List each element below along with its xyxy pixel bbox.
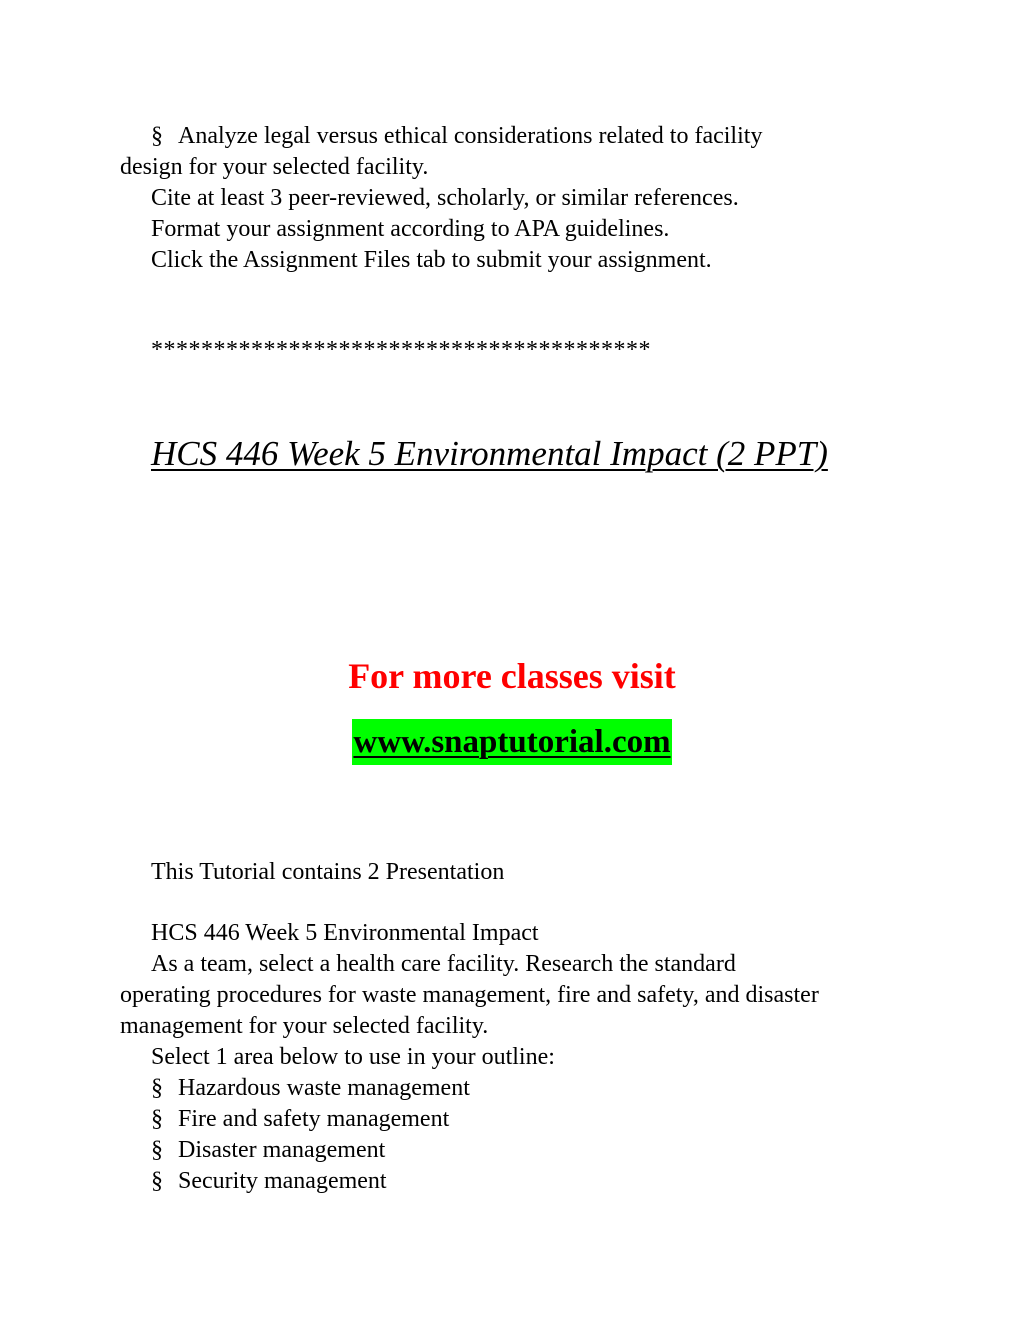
bullet-symbol: § (151, 123, 163, 149)
promo-link-container (0, 719, 1024, 765)
tutorial-subtitle: HCS 446 Week 5 Environmental Impact (151, 920, 539, 946)
apa-format-line: Format your assignment according to APA guidelines. (151, 216, 670, 242)
analyze-bullet-line (151, 121, 762, 152)
cite-references-line: Cite at least 3 peer-reviewed, scholarly, or similar references. (151, 185, 739, 211)
analyze-text-2: design for your selected facility. (120, 154, 429, 180)
promo-visit-text: For more classes visit (348, 656, 676, 696)
list-item (151, 1135, 385, 1166)
instructions-line-3: management for your selected facility. (120, 1013, 489, 1039)
list-item (151, 1073, 470, 1104)
select-area-line: Select 1 area below to use in your outline: (151, 1044, 555, 1070)
area-security: Security management (178, 1168, 387, 1194)
submit-assignment-line: Click the Assignment Files tab to submit your assignment. (151, 247, 712, 273)
instructions-line-2: operating procedures for waste management, fire and safety, and disaster (120, 982, 819, 1008)
analyze-text-1: Analyze legal versus ethical considerations related to facility (178, 123, 763, 149)
list-item (151, 1104, 449, 1135)
list-item (151, 1166, 387, 1197)
bullet-symbol: § (151, 1168, 163, 1194)
area-hazardous-waste: Hazardous waste management (178, 1075, 470, 1101)
bullet-symbol: § (151, 1137, 163, 1163)
course-title[interactable]: HCS 446 Week 5 Environmental Impact (2 PPT) (151, 434, 828, 473)
snaptutorial-link[interactable]: www.snaptutorial.com (352, 719, 671, 765)
asterisk-separator: **************************************** (151, 337, 651, 363)
tutorial-contains-line: This Tutorial contains 2 Presentation (151, 859, 505, 885)
bullet-symbol: § (151, 1075, 163, 1101)
area-fire-safety: Fire and safety management (178, 1106, 450, 1132)
bullet-symbol: § (151, 1106, 163, 1132)
instructions-line-1: As a team, select a health care facility. Research the standard (151, 951, 736, 977)
area-disaster: Disaster management (178, 1137, 386, 1163)
